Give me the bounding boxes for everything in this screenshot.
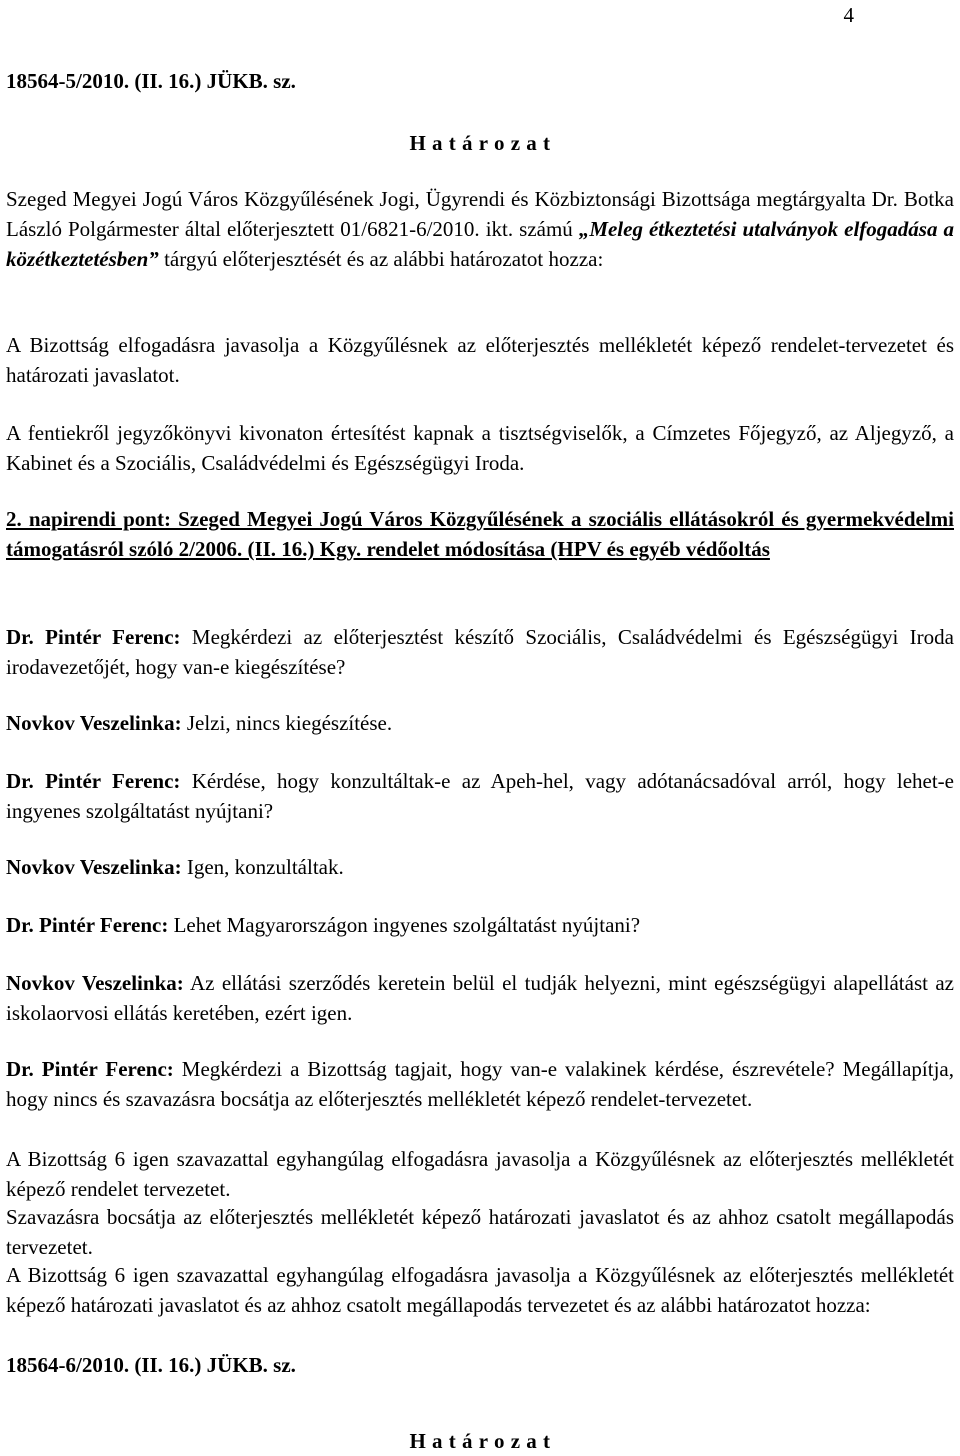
dialogue-entry bbox=[6, 708, 954, 738]
vote-call: Szavazásra bocsátja az előterjesztés mellékletét képező határozati javaslatot és az ahhoz csatolt megállapodás tervezetet. bbox=[6, 1205, 954, 1259]
agenda-item-title: 2. napirendi pont: Szeged Megyei Jogú Város Közgyűlésének a szociális ellátásokról és gyermekvédelmi támogatásról szóló 2/2006. (II. 16.) Kgy. rendelet módosítása (HPV és egyéb védőoltás bbox=[6, 507, 954, 561]
speaker-name: Dr. Pintér Ferenc: bbox=[6, 769, 181, 793]
dialogue-text: Megkérdezi az előterjesztést készítő Szociális, Családvédelmi és Egészségügyi Iroda irodavezetőjét, hogy van-e kiegészítése? bbox=[6, 625, 954, 679]
committee-recommendation: A Bizottság elfogadásra javasolja a Közgyűlésnek az előterjesztés mellékletét képező rendelet-tervezetet és határozati javaslatot. bbox=[6, 333, 954, 387]
speaker-name: Dr. Pintér Ferenc: bbox=[6, 1057, 174, 1081]
vote-result-1: A Bizottság 6 igen szavazattal egyhangúlag elfogadásra javasolja a Közgyűlésnek az előterjesztés mellékletét képező rendelet tervezetet. bbox=[6, 1147, 954, 1201]
dialogue-entry bbox=[6, 852, 954, 882]
speaker-name: Novkov Veszelinka: bbox=[6, 971, 184, 995]
dialogue-entry bbox=[6, 968, 954, 1028]
resolution-heading-1: H a t á r o z a t bbox=[409, 131, 551, 155]
dialogue-text: Kérdése, hogy konzultáltak-e az Apeh-hel, vagy adótanácsadóval arról, hogy lehet-e ingyenes szolgáltatást nyújtani? bbox=[6, 769, 954, 823]
dialogue-text: Jelzi, nincs kiegészítése. bbox=[181, 711, 393, 735]
dialogue-text: Lehet Magyarországon ingyenes szolgáltatást nyújtani? bbox=[168, 913, 641, 937]
resolution-paragraph-1 bbox=[6, 184, 954, 274]
resolution-reference-2: 18564-6/2010. (II. 16.) JÜKB. sz. bbox=[6, 1353, 296, 1377]
dialogue-entry bbox=[6, 766, 954, 826]
dialogue-text: Igen, konzultáltak. bbox=[181, 855, 344, 879]
resolution-reference-1: 18564-5/2010. (II. 16.) JÜKB. sz. bbox=[6, 69, 296, 93]
dialogue-text: Megkérdezi a Bizottság tagjait, hogy van-e valakinek kérdése, észrevétele? Megállapítja, hogy nincs és szavazásra bocsátja az előterjesztés mellékletét képező rendelet-tervezetet. bbox=[6, 1057, 954, 1111]
speaker-name: Dr. Pintér Ferenc: bbox=[6, 913, 169, 937]
speaker-name: Novkov Veszelinka: bbox=[6, 711, 182, 735]
dialogue-entry bbox=[6, 622, 954, 682]
dialogue-entry bbox=[6, 1054, 954, 1114]
proposal-title: „Meleg étkeztetési utalványok elfogadása a közétkeztetésben” bbox=[6, 217, 954, 271]
dialogue-entry bbox=[6, 910, 954, 940]
page-number: 4 bbox=[843, 3, 854, 27]
resolution-heading-2: H a t á r o z a t bbox=[409, 1429, 551, 1453]
speaker-name: Dr. Pintér Ferenc: bbox=[6, 625, 181, 649]
dialogue-text: Az ellátási szerződés keretein belül el tudják helyezni, mint egészségügyi alapellátást az iskolaorvosi ellátás keretében, ezért igen. bbox=[6, 971, 954, 1025]
resolution-text-b: tárgyú előterjesztését és az alábbi határozatot hozza: bbox=[158, 247, 604, 271]
resolution-text-a: Szeged Megyei Jogú Város Közgyűlésének Jogi, Ügyrendi és Közbiztonsági Bizottsága megtárgyalta Dr. Botka László Polgármester által előterjesztett 01/6821-6/2010. ikt. számú bbox=[6, 187, 954, 241]
notification-paragraph: A fentiekről jegyzőkönyvi kivonaton értesítést kapnak a tisztségviselők, a Címzetes Főjegyző, az Aljegyző, a Kabinet és a Szociális, Családvédelmi és Egészségügyi Iroda. bbox=[6, 421, 954, 475]
speaker-name: Novkov Veszelinka: bbox=[6, 855, 182, 879]
vote-result-2: A Bizottság 6 igen szavazattal egyhangúlag elfogadásra javasolja a Közgyűlésnek az előterjesztés mellékletét képező határozati javaslatot és az ahhoz csatolt megállapodás tervezetet és az alábbi határozatot hozza: bbox=[6, 1263, 954, 1317]
